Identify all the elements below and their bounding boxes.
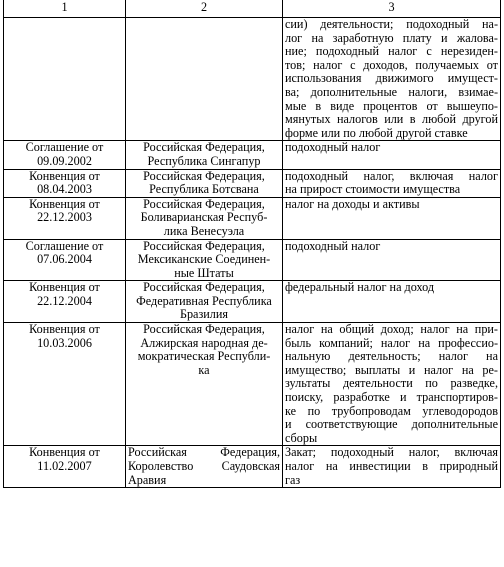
text-line: использования движимого имущест- (285, 71, 498, 86)
text-line: быль компаний; налог на профессио- (285, 335, 498, 350)
treaty-row (4, 239, 501, 281)
text-line: налог на инвестиции в природный (285, 459, 498, 473)
treaty-taxes-cell (283, 281, 501, 323)
column-number-2: 2 (126, 0, 283, 18)
text-line: ка (198, 362, 210, 377)
text-line: на прирост стоимости имущества (285, 182, 461, 197)
text-line: нальную деятельность; налог на (285, 349, 498, 364)
text-line: мократическая Республи- (137, 349, 271, 364)
text-line: сии) деятельности; подоходный на- (285, 17, 498, 31)
treaty-document-cell (4, 446, 126, 488)
treaty-document-cell (4, 323, 126, 446)
text-line: Соглашение от (25, 239, 104, 253)
treaty-taxes-cell (283, 169, 501, 197)
treaty-document-cell (4, 141, 126, 169)
text-line: тов; налог с доходов, получаемых от (285, 57, 498, 72)
text-line: Российская Федерация, (128, 445, 280, 460)
text-line: Российская Федерация, (143, 280, 265, 295)
treaty-taxes-cell (283, 197, 501, 239)
text-line: Конвенция от (29, 280, 100, 295)
treaty-parties-cell (126, 323, 283, 446)
treaty-document-cell (4, 169, 126, 197)
treaty-parties-cell (126, 169, 283, 197)
continued-taxes-cell (283, 18, 501, 141)
treaty-row (4, 281, 501, 323)
text-line: Алжирская народная де- (140, 335, 268, 350)
text-line: Конвенция от (29, 445, 100, 460)
text-line: Конвенция от (29, 197, 100, 211)
text-line: ке по трубопроводам углеводородов (285, 403, 498, 418)
text-line: Боливарианская Респуб- (140, 210, 268, 225)
treaty-parties-cell (126, 197, 283, 239)
text-line: Федеративная Республика (136, 293, 272, 308)
treaty-taxes-cell (283, 446, 501, 488)
treaty-parties-cell (126, 281, 283, 323)
text-line: поиску, разработке и транспортиров- (285, 390, 498, 405)
text-line: ные Штаты (174, 265, 234, 280)
text-line: мянутых налогов или в любой другой (285, 112, 498, 127)
text-line: 22.12.2003 (37, 210, 92, 225)
text-line: Аравия (128, 472, 167, 487)
text-line: сборы (285, 430, 318, 445)
text-line: 09.09.2002 (37, 153, 92, 168)
tax-treaties-table (3, 0, 501, 488)
text-line: и соответствующие дополнительные (285, 417, 498, 432)
text-line: форме или по любой другой ставке (285, 125, 468, 140)
treaty-row (4, 169, 501, 197)
text-line: Соглашение от (25, 140, 104, 155)
continued-doc-cell (4, 18, 126, 141)
continued-parties-cell (126, 18, 283, 141)
text-line: ва; дополнительные налоги, взимае- (285, 84, 498, 99)
table-body (4, 0, 501, 488)
text-line: Российская Федерация, (143, 239, 265, 253)
text-line: 10.03.2006 (37, 335, 92, 350)
continued-row (4, 18, 501, 141)
treaty-taxes-cell (283, 323, 501, 446)
text-line: лог на заработную плату и жалова- (285, 30, 498, 45)
column-number-3: 3 (283, 0, 501, 18)
text-line: Бразилия (179, 307, 229, 322)
treaty-taxes-cell (283, 239, 501, 281)
text-line: федеральный налог на доход (285, 280, 435, 295)
text-line: имущество; выплаты и налог на ре- (285, 362, 498, 377)
text-line: зультаты деятельности по разведке, (285, 376, 498, 391)
treaty-row (4, 323, 501, 446)
text-line: 22.12.2004 (37, 293, 92, 308)
text-line: Конвенция от (29, 322, 100, 337)
treaty-taxes-cell (283, 141, 501, 169)
text-line: 11.02.2007 (37, 459, 92, 473)
text-line: Российская Федерация, (143, 197, 265, 211)
treaty-row (4, 446, 501, 488)
text-line: Российская Федерация, (143, 140, 265, 155)
text-line: подоходный налог (285, 140, 381, 155)
text-line: 07.06.2004 (37, 252, 92, 267)
treaty-parties-cell (126, 239, 283, 281)
text-line: Конвенция от (29, 169, 100, 183)
column-number-1: 1 (4, 0, 126, 18)
treaty-document-cell (4, 197, 126, 239)
text-line: подоходный налог, включая налог (285, 169, 498, 183)
text-line: Мексиканские Соединен- (137, 252, 271, 267)
text-line: Королевство Саудовская (128, 459, 280, 473)
text-line: подоходный налог (285, 239, 381, 253)
treaty-parties-cell (126, 141, 283, 169)
text-line: Российская Федерация, (143, 169, 265, 183)
treaty-row (4, 141, 501, 169)
treaty-row (4, 197, 501, 239)
treaty-document-cell (4, 239, 126, 281)
text-line: лика Венесуэла (163, 223, 245, 238)
text-line: газ (285, 472, 301, 487)
text-line: Российская Федерация, (143, 322, 265, 337)
treaty-document-cell (4, 281, 126, 323)
column-number-row (4, 0, 501, 18)
text-line: налог на общий доход; налог на при- (285, 322, 498, 337)
text-line: Республика Сингапур (147, 153, 261, 168)
text-line: ние; подоходный налог с нерезиден- (285, 44, 498, 59)
text-line: 08.04.2003 (37, 182, 92, 197)
text-line: налог на доходы и активы (285, 197, 420, 211)
text-line: мые в виде процентов от вышеупо- (285, 98, 498, 113)
text-line: Закат; подоходный налог, включая (285, 445, 498, 460)
text-line: Республика Ботсвана (149, 182, 259, 197)
treaty-parties-cell (126, 446, 283, 488)
